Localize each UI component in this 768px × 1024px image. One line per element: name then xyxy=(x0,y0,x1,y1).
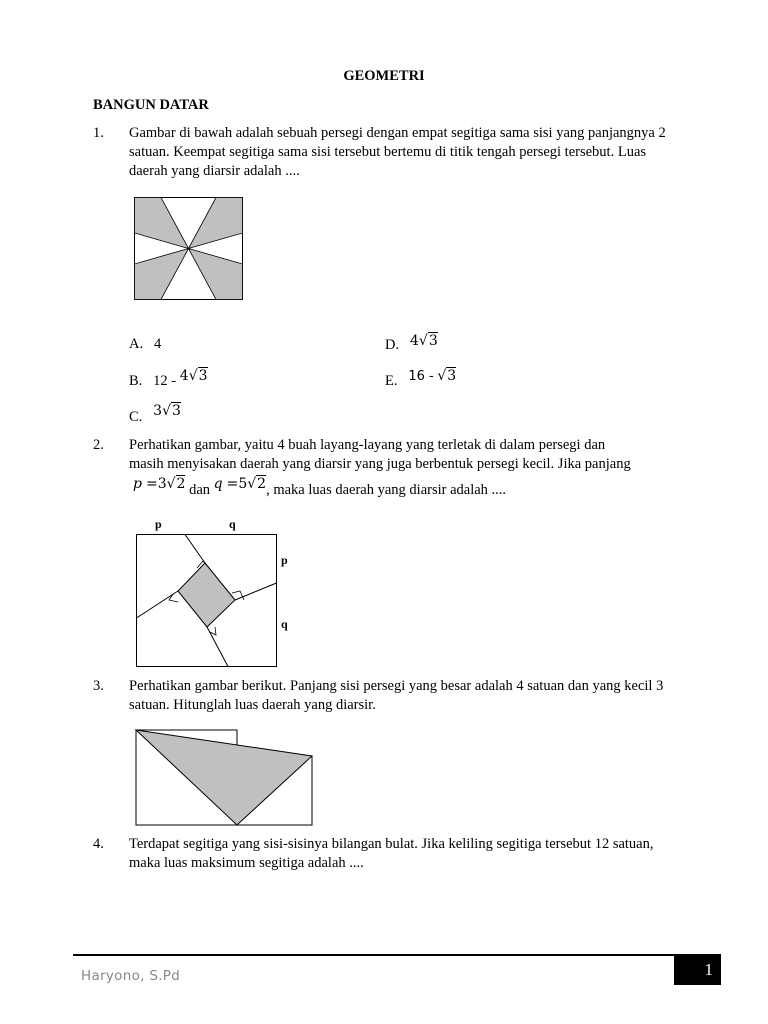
page-number: 1 xyxy=(674,955,721,985)
figure-2-kites-square xyxy=(136,534,278,668)
page-title: GEOMETRI xyxy=(343,68,425,84)
option-1a-value: 4 xyxy=(153,336,162,352)
question-4-text: Terdapat segitiga yang sisi-sisinya bilangan bulat. Jika keliling segitiga tersebut 12 satuan, maka luas maksimum segitiga adalah .... xyxy=(129,836,654,871)
option-1e: E. 16 - √3 xyxy=(385,368,457,389)
option-1e-radicand: 3 xyxy=(447,368,457,384)
footer-author: Haryono, S.Pd xyxy=(81,968,181,984)
option-1e-label: E. xyxy=(385,373,398,389)
figure-2-label-top-q: q xyxy=(229,517,236,531)
q2-p-radicand: 2 xyxy=(176,476,186,492)
q2-p-variable: p xyxy=(133,476,142,492)
q2-q-variable: q xyxy=(213,476,223,492)
question-2-line-3: p =3√2 dan q =5√2, maka luas daerah yang diarsir adalah .... xyxy=(133,476,507,498)
option-1b-coef: 4 xyxy=(179,368,189,384)
option-1e-prefix: 16 - xyxy=(408,369,434,384)
question-2-line-1: Perhatikan gambar, yaitu 4 buah layang-layang yang terletak di dalam persegi dan xyxy=(129,437,606,453)
option-1b-radicand: 3 xyxy=(198,368,208,384)
q2-q-equals: =5 xyxy=(226,476,248,492)
question-4-number: 4. xyxy=(93,836,104,852)
figure-2-label-right-q: q xyxy=(281,617,288,631)
figure-2-label-top-p: p xyxy=(155,517,162,531)
figure-2-label-right-p: p xyxy=(281,553,288,567)
footer-divider xyxy=(73,954,721,956)
option-1d-radicand: 3 xyxy=(428,333,438,349)
option-1c: C. 3√3 xyxy=(129,403,181,425)
question-3-number: 3. xyxy=(93,678,104,694)
option-1a-label: A. xyxy=(129,336,144,352)
option-1d: D. 4√3 xyxy=(385,333,438,353)
q2-tail: , maka luas daerah yang diarsir adalah .... xyxy=(266,482,507,498)
option-1b: B. 12 - 4√3 xyxy=(129,368,208,389)
question-1-number: 1. xyxy=(93,125,104,141)
question-2-line-2: masih menyisakan daerah yang diarsir yang juga berbentuk persegi kecil. Jika panjang xyxy=(129,456,631,472)
question-1-text: Gambar di bawah adalah sebuah persegi dengan empat segitiga sama sisi yang panjangnya 2 satuan. Keempat segitiga sama sisi tersebut bertemu di titik tengah persegi tersebut. Luas daerah yang diarsir adalah .... xyxy=(129,125,666,179)
figure-1-square-triangles xyxy=(134,197,244,301)
figure-3-squares-triangle xyxy=(135,729,315,827)
option-1d-coef: 4 xyxy=(409,333,419,349)
section-heading: BANGUN DATAR xyxy=(93,97,209,113)
q2-q-radicand: 2 xyxy=(257,476,267,492)
question-3-text: Perhatikan gambar berikut. Panjang sisi persegi yang besar adalah 4 satuan dan yang kecil 3 satuan. Hitunglah luas daerah yang diarsir. xyxy=(129,678,664,713)
q2-dan: dan xyxy=(189,482,211,498)
question-2-number: 2. xyxy=(93,437,104,453)
option-1d-label: D. xyxy=(385,337,400,353)
option-1a xyxy=(129,336,161,353)
q2-p-equals: =3 xyxy=(145,476,167,492)
option-1b-prefix: 12 - xyxy=(153,373,177,389)
option-1b-label: B. xyxy=(129,373,143,389)
option-1c-radicand: 3 xyxy=(172,403,181,419)
option-1c-coef: 3 xyxy=(153,403,163,419)
option-1c-label: C. xyxy=(129,409,143,425)
